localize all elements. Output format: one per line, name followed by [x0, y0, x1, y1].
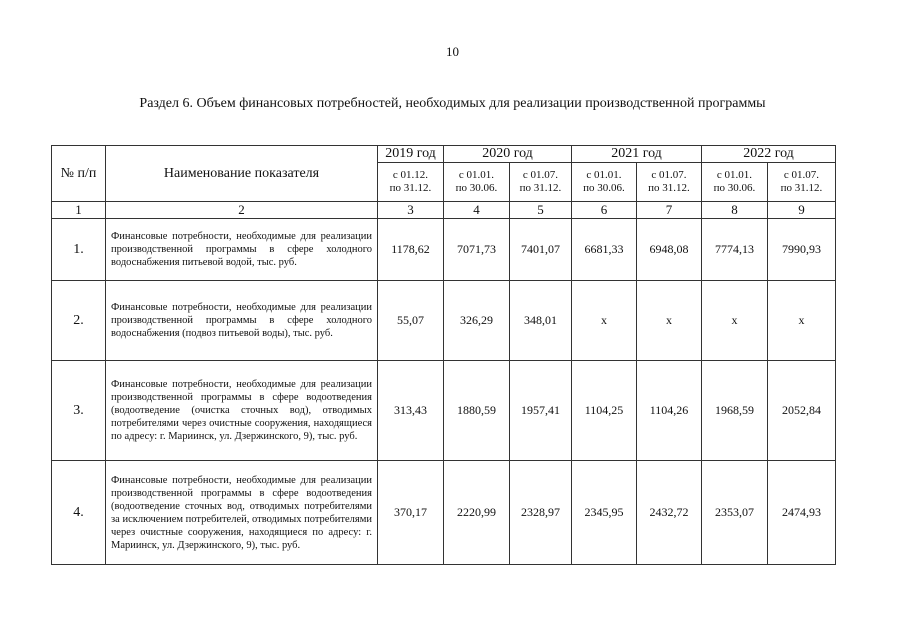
value-cell: 7071,73 [444, 219, 510, 281]
column-number-row [52, 202, 836, 219]
header-period: с 01.01. по 30.06. [702, 163, 768, 202]
value-cell: 348,01 [510, 281, 572, 361]
value-cell: 1880,59 [444, 361, 510, 461]
table-row [52, 461, 836, 565]
column-number: 4 [444, 202, 510, 219]
value-cell: 2345,95 [572, 461, 637, 565]
row-number: 2. [52, 281, 106, 361]
value-cell: х [768, 281, 836, 361]
row-name: Финансовые потребности, необходимые для реализации производственной программы в сфере водоотведения (водоотведение сточных вод, отводимых потребителями за исключением потребителей, отводимых потребителями через очистные сооружения, находящиеся по адресу: г. Мариинск, ул. Дзержинского, 9), тыс. руб. [106, 461, 378, 565]
column-number: 2 [106, 202, 378, 219]
value-cell: 1968,59 [702, 361, 768, 461]
header-period: с 01.07. по 31.12. [768, 163, 836, 202]
header-num: № п/п [52, 146, 106, 202]
header-period: с 01.07. по 31.12. [510, 163, 572, 202]
column-number: 9 [768, 202, 836, 219]
header-period: с 01.12. по 31.12. [378, 163, 444, 202]
value-cell: 2052,84 [768, 361, 836, 461]
row-number: 3. [52, 361, 106, 461]
value-cell: 2220,99 [444, 461, 510, 565]
value-cell: 2432,72 [637, 461, 702, 565]
column-number: 5 [510, 202, 572, 219]
financial-needs-table [51, 145, 836, 565]
header-period: с 01.01. по 30.06. [444, 163, 510, 202]
value-cell: 6681,33 [572, 219, 637, 281]
row-name: Финансовые потребности, необходимые для реализации производственной программы в сфере холодного водоснабжения питьевой водой, тыс. руб. [106, 219, 378, 281]
value-cell: х [702, 281, 768, 361]
page-number: 10 [446, 44, 459, 59]
value-cell: 2328,97 [510, 461, 572, 565]
value-cell: 7990,93 [768, 219, 836, 281]
column-number: 6 [572, 202, 637, 219]
column-number: 3 [378, 202, 444, 219]
value-cell: 2474,93 [768, 461, 836, 565]
row-name: Финансовые потребности, необходимые для реализации производственной программы в сфере водоотведения (водоотведение (очистка сточных вод), отводимых потребителями через очистные сооружения, находящиеся по адресу: г. Мариинск, ул. Дзержинского, 9), тыс. руб. [106, 361, 378, 461]
row-number: 1. [52, 219, 106, 281]
header-year-2021: 2021 год [572, 146, 702, 163]
value-cell: 1178,62 [378, 219, 444, 281]
column-number: 7 [637, 202, 702, 219]
value-cell: 6948,08 [637, 219, 702, 281]
header-year-2019: 2019 год [378, 146, 444, 163]
header-period: с 01.07. по 31.12. [637, 163, 702, 202]
value-cell: 1957,41 [510, 361, 572, 461]
value-cell: 7401,07 [510, 219, 572, 281]
table-row [52, 281, 836, 361]
value-cell: х [637, 281, 702, 361]
header-period: с 01.01. по 30.06. [572, 163, 637, 202]
value-cell: 326,29 [444, 281, 510, 361]
table-row [52, 361, 836, 461]
value-cell: 55,07 [378, 281, 444, 361]
header-year-2022: 2022 год [702, 146, 836, 163]
value-cell: х [572, 281, 637, 361]
value-cell: 1104,26 [637, 361, 702, 461]
value-cell: 370,17 [378, 461, 444, 565]
value-cell: 1104,25 [572, 361, 637, 461]
row-number: 4. [52, 461, 106, 565]
header-name: Наименование показателя [106, 146, 378, 202]
header-row-years [52, 146, 836, 163]
value-cell: 313,43 [378, 361, 444, 461]
column-number: 1 [52, 202, 106, 219]
table-row [52, 219, 836, 281]
column-number: 8 [702, 202, 768, 219]
header-year-2020: 2020 год [444, 146, 572, 163]
row-name: Финансовые потребности, необходимые для реализации производственной программы в сфере холодного водоснабжения (подвоз питьевой воды), тыс. руб. [106, 281, 378, 361]
section-title: Раздел 6. Объем финансовых потребностей, необходимых для реализации производственной программы [139, 96, 766, 111]
value-cell: 2353,07 [702, 461, 768, 565]
value-cell: 7774,13 [702, 219, 768, 281]
